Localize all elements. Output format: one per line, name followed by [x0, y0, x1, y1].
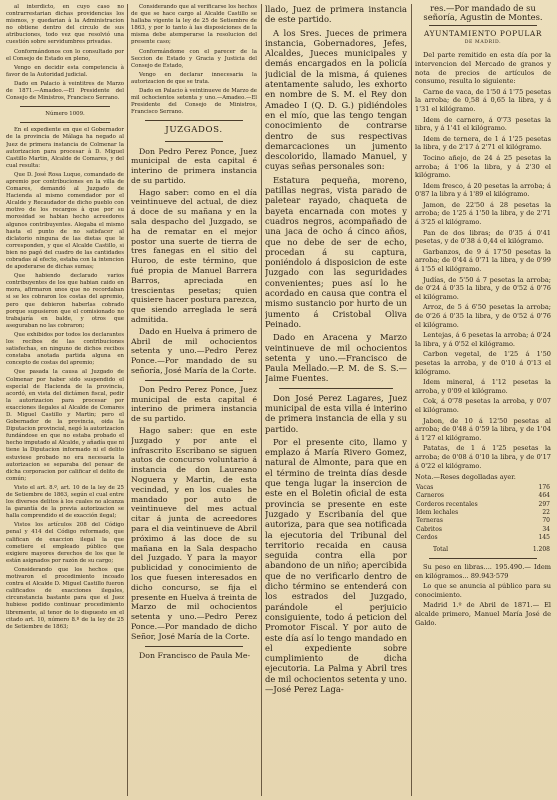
separator-rule — [20, 106, 110, 107]
table-row — [415, 534, 551, 542]
edict-intro: Don José Perez Lagares, Juez municipal de esta villa é interino de primera instancia de ella y su partido. — [265, 392, 407, 434]
signature-paragraph: Dado en Aracena y Marzo veintinueve de mil ochocientos setenta y uno.—Francisco de Paula Mellado.—P. M. de S. S.—Jaime Fuentes. — [265, 332, 407, 384]
table-row — [415, 517, 551, 525]
price-item: Idem mineral, á 1'12 pesetas la arroba, y 0'09 el kilógramo. — [415, 378, 551, 395]
paragraph: Vengo en decidir esta competencia à favor de la Autoridad judicial. — [6, 64, 124, 78]
price-item: Tocino añejo, de 24 á 25 pesetas la arroba; á 1'06 la libra, y á 2'30 el kilógramo. — [415, 153, 551, 180]
column-divider — [127, 4, 128, 796]
row-label: Cabritos — [416, 525, 442, 533]
paragraph: Que exhibidos por todos los declarantes los recibos de las contribuciones satisfechas, en ninguno de dichos recibos constaba anotada partida alguna en concepto de costas del apremio; — [6, 331, 124, 367]
price-item: Lentejas, á 6 pesetas la arroba; á 0'24 la libra, y á 0'52 el kilógramo. — [415, 331, 551, 348]
row-label: Terneras — [416, 517, 443, 525]
price-item: Pan de dos libras; de 0'35 á 0'41 pesetas, y de 0'38 á 0,44 el kilógramo. — [415, 228, 551, 246]
row-value: 297 — [538, 500, 550, 508]
row-label: Carneros — [416, 492, 445, 500]
paragraph: al interdicto, en cuyo caso no contrarrestarian dichas providencias los mismos, y quedarian à la Administracion no obtiene dentro del circulo de sus atribuciones, todo vez que resolvió una cuestión sobre servidumbres privadas. — [6, 4, 124, 46]
separator-rule — [145, 380, 243, 381]
column-4 — [415, 4, 551, 796]
row-value: 145 — [538, 534, 550, 542]
paragraph: A los Sres. Jueces de primera instancia, Gobernadores, Jefes, Alcaldes, Jueces municipales y demás encargados en la policía judicial de la misma, á quienes atentamente saludo, les exhorto en nombre de S. M. el Rey don Amadeo I (Q. D. G.) pidiéndoles en el mío, que las tengo tengan conocimiento de contrarse dentro de sus respectivas demarcaciones un jumento descolorido, llamado Manuel, y cuyas señas personales son: — [265, 27, 407, 172]
price-item: Carne de vaca, de 1'50 á 1'75 pesetas la arroba; de 0,58 á 0,65 la libra, y á 1'31 el kilógramo. — [415, 87, 551, 113]
edict-intro: Don Francisco de Paula Me- — [139, 650, 251, 660]
total-label: Total — [433, 545, 449, 553]
paragraph: Que habiendo declarado varios contribuyentes de los que habian caido en mora, afirmaron unos que no recordaban si se les cobraron los costas del apremio, pero que debieron haberlas cobrado porque supusieron que el comisionado no trabajaría en balde, y otros que aseguraban no las cobraron; — [6, 273, 124, 329]
column-2 — [131, 4, 257, 796]
price-item: Garbanzos, de 9 á 17'50 pesetas la arroba; de 0'44 á 0'71 la libra, y de 0'99 á 1'55 el kilógramo. — [415, 247, 551, 274]
signature-paragraph: Dado en Palacio à veintinueve de Marzo de mil ochocientos setenta y uno.—Amadeo.—El Presidente del Consejo de Ministros, Francisco Serrano. — [131, 88, 257, 116]
separator-rule — [20, 122, 110, 123]
paragraph: Vistos los artículos 208 del Código penal y 414 del Código reformado, que califican de exaccion ilegal la que cometiere el empleado público que exigiere mayores derechos de los que le están asignados por razón de su cargo; — [6, 522, 124, 564]
paragraph: Que D. José Rosa Luque, comandado de apremio por contribuciones en la villa de Comares, demandó al Juzgado de Hacienda al mismo comendador por el Alcalde y Recaudador de dicho pueblo con motivo de los recargos à que por su morosidad se habian hecho acreedores algunos contribuyentes. Alegaba el mismo hasta el punto de no satisfacer al diclatorio ninguna de las dietas que le corresponden, y que el Alcalde Castillo, si bien no pagó del cuadro de las cantidades cobradas al efecto, estaba con la intencion de apoderarse de dichas sumas; — [6, 171, 124, 271]
paragraph: res.—Por mandado de su señoría, Agustin de Montes. — [423, 4, 543, 22]
row-value: 464 — [538, 492, 550, 500]
price-item: Judías, de 5'50 á 7 pesetas la arroba; de 0'24 á 0'35 la libra, y de 0'52 á 0'76 el kilógramo. — [415, 275, 551, 301]
paragraph: Por el presente cito, llamo y emplazo á María Rivero Gomez, natural de Almonte, para que en el término de treinta días desde que tenga lugar la insercion de este en el Boletin oficial de esta provincia se presente en este Juzgado y Escribanía del que autoriza, para que sea notificada la ejecutoria del Tribunal del territorio recaida en causa seguida contra ella por abandono de un niño; apercibida que de no verificarlo dentro de dicho término se entenderá con los estrados del Juzgado, parándole el perjuicio consiguiente, todo á peticion del Promotor Fiscal. Y por auto de este día así lo tengo mandado en el expediente sobre cumplimiento de dicha ejecutoria. La Palma y Abril tres de mil ochocientos setenta y uno.—José Perez Laga- — [265, 436, 407, 694]
paragraph: Conformándome con el parecer de la Seccion de Estado y Gracia y Justicia del Consejo de Estado, — [131, 48, 257, 69]
row-label: Idem lechales — [416, 508, 459, 516]
column-1 — [6, 4, 124, 796]
section-title: AYUNTAMIENTO POPULAR — [423, 29, 543, 39]
paragraph: Que pasada la causa al Juzgado de Colmenar por haber sido suspendido el especial de Hacienda de la provincia, acordó, en vista del dictámen fiscal, pedir la autorizacion para procesar por exacciones ilegales al Alcalde de Comares D. Miguel Castillo y Martin; pero el Gobernador de la provincia, oida la Diputacion provincial, negó la autorizacion fundándose en que no estaba probado el hecho imputado al Alcalde, y añadía que ni tiene la Diputacion informado ni el delito estuviese probado no era necesaria la autorizacion se separaba del pensar de dicha corporacion por calificar el delito de común; — [6, 369, 124, 482]
edict-block — [131, 147, 257, 661]
price-item: Jabon, de 10 á 12'50 pesetas al arroba; de 0'48 á 0'59 la libra, y de 1'04 á 1'27 el kilógramo. — [415, 416, 551, 442]
price-item: Cok, á 0'78 pesetas la arroba, y 0'07 el kilógramo. — [415, 397, 551, 414]
table-row — [415, 509, 551, 517]
total-row — [415, 543, 551, 554]
total-value: 1.208 — [532, 545, 550, 553]
price-item: Carbon vegetal, de 1'25 á 1'50 pesetas la arroba, y de 0'10 á 0'13 el kilógramo. — [415, 350, 551, 376]
paragraph: Vengo en declarar innecesaria la autorizacion de que se trata. — [131, 71, 257, 85]
paragraph: En el expediente en que el Gobernador de la provincia de Málaga ha negado al Juez de primera instancia de Colmenar la autorizacion para procesar à D. Miguel Castillo Martin, Alcalde de Comares, y del cual resulta: — [6, 127, 124, 169]
price-item: Idem de carnero, á 0'73 pesetas la libra, y á 1'41 el kilógramo. — [415, 115, 551, 133]
signature-paragraph: Madrid 1.º de Abril de 1871.— El alcalde primero, Manuel María José de Galdo. — [415, 601, 551, 627]
paragraph: Considerando que los hechos que motivaron el procedimiento incoado contra el Alcalde D. Miguel Castillo fueron calificados de exacciones ilegales, circunstancia bastante para que el Juez hubiese podido continuar procedimiento libremente, al tenor de lo dispuesto en el citado art. 10, número 8.º de la ley de 25 de Setiembre de 1863; — [6, 566, 124, 630]
paragraph: Lo que se anuncia al público para su conocimiento. — [415, 582, 551, 599]
table-row — [415, 492, 551, 500]
row-value: 22 — [542, 508, 550, 516]
row-label: Cerdos — [416, 534, 438, 542]
edict-body: Hago saber: como en el día veintinueve del actual, de diez á doce de su mañana y en la sala despacho del Juzgado, se ha de rematar en el mejor postor una suerte de tierra de tres fanegas en el sitio del Huroo, de este término, que fué propia de Manuel Barrera Barros, apreciada en trescientas pesetas; quien quisiere hacer postura parezca, que siendo arreglada le será admitida. — [131, 187, 257, 325]
row-label: Corderos recentales — [416, 500, 478, 508]
price-item: Patatas, de 1 á 1'25 pesetas la arroba; de 0'08 á 0'10 la libra, y de 0'17 á 0'22 el kilógramo. — [415, 444, 551, 470]
paragraph: Del parte remitido en esta día por la intervencion del Mercado de granos y nota de precios de artículos de consumo, resulta lo siguiente: — [415, 51, 551, 86]
separator-rule — [429, 558, 537, 559]
paragraph: Visto el art. 8.º, art. 10 de la ley de 25 de Setiembre de 1863, según el cual entre los diversos delitos à los cuales no alcanza la garantía de la previa autorizacion se halla comprendido el de exacción ilegal; — [6, 484, 124, 520]
table-row — [415, 501, 551, 509]
price-item: Arroz, de 5 á 6'50 pesetas la arroba; de 0'26 á 0'35 la libra, y de 0'52 á 0'76 el kilógramo. — [415, 303, 551, 329]
section-heading: JUZGADOS. — [165, 125, 223, 136]
row-value: 70 — [542, 517, 550, 525]
price-item: Jamon, de 22'50 á 28 pesetas la arroba; de 1'25 á 1'50 la libra, y de 2'71 á 3'25 el kilógramo. — [415, 200, 551, 227]
edict-body: Hago saber: que en este Juzgado y por ante el infrascrito Escribano se siguen autos de concurso voluntario á instancia de don Laureano Noguera y Martin, de esta vecindad, y en los cuales he mandado por auto de veintinueve del mes actual citar á junta de acreedores para el dia veintinueve de Abril próximo á las doce de su mañana en la Sala despacho del Juzgado. Y para la mayor publicidad y conocimiento de los que fuesen interesados en dicho concurso, se fija el presente en Huelva á treinta de Marzo de mil ochocientos setenta y uno.—Pedro Perez Ponce.—Por mandado de dicho Señor, José María de la Corte. — [131, 426, 257, 641]
row-value: 34 — [542, 525, 550, 533]
table-title: Nota.—Reses degolladas ayer. — [415, 473, 516, 482]
livestock-table — [415, 484, 551, 554]
row-value: 176 — [538, 483, 550, 491]
edict-intro: Don Pedro Perez Ponce, Juez municipal de esta capital é interino de primera instancia de su partido. — [131, 384, 257, 424]
table-row — [415, 526, 551, 534]
separator-rule — [429, 25, 537, 26]
separator-rule — [165, 141, 223, 142]
edict-signature: Dado en Huelva á primero de Abril de mil ochocientos setenta y uno.—Pedro Perez Ponce.—Por mandado de su señoría, José María de la Corte. — [131, 326, 257, 376]
price-item: Idem fresco, á 20 pesetas la arroba; á 0'87 la libra y á 1'89 el kilógramo. — [415, 181, 551, 199]
separator-rule — [279, 388, 393, 389]
separator-rule — [145, 646, 243, 647]
column-3 — [265, 4, 407, 796]
column-divider — [411, 4, 412, 796]
paragraph: Estatura pequeña, moreno, patillas negras, vista parado de paletear rayado, chaqueta de bayeta encarnada con motes y cuadros negros, acompañado de una jaca de ocho á cinco años, que no debe de ser de echo, procedan á su captura, poniéndolo á disposicion de este Juzgado con las seguridades convenientes; pues así lo he acordado en causa que contra el mismo sustancio por hurto de un jumento á Cristobal Oliva Peinado. — [265, 174, 407, 329]
paragraph: llado, Juez de primera instancia de este partido. — [265, 4, 407, 25]
row-label: Vacas — [416, 483, 434, 491]
section-subtitle: DE MADRID. — [464, 39, 502, 45]
decree-number: Número 1009. — [45, 111, 85, 118]
separator-rule — [145, 120, 243, 121]
column-divider — [261, 4, 262, 796]
edict-intro: Don Pedro Perez Ponce, Juez municipal de esta capital é interino de primera instancia de su partido. — [131, 146, 257, 185]
paragraph: Conformándonos con lo consultado por el Consejo de Estado en pleno, — [6, 48, 124, 62]
signature-paragraph: Dado en Palacio à veintitres de Marzo de 1871.—Amadeo.—El Presidente del Consejo de Ministros, Francisco Serrano. — [6, 80, 124, 102]
paragraph: Considerando que al verificarse los hechos de que se hace cargo al Alcalde Castillo se hallaba vigente la ley de 25 de Setiembre de 1863, y por lo tanto à las disposiciones de la misma debe atemperarse la resolucion del presente caso; — [131, 4, 257, 46]
price-item: Idem de ternera, de 1 á 1'25 pesetas la libra, y de 2'17 á 2'71 el kilógramo. — [415, 134, 551, 152]
paragraph: Su peso en libras.... 195.490.— Idem en kilógramos... 89.943·579 — [415, 562, 551, 580]
table-row — [415, 484, 551, 492]
